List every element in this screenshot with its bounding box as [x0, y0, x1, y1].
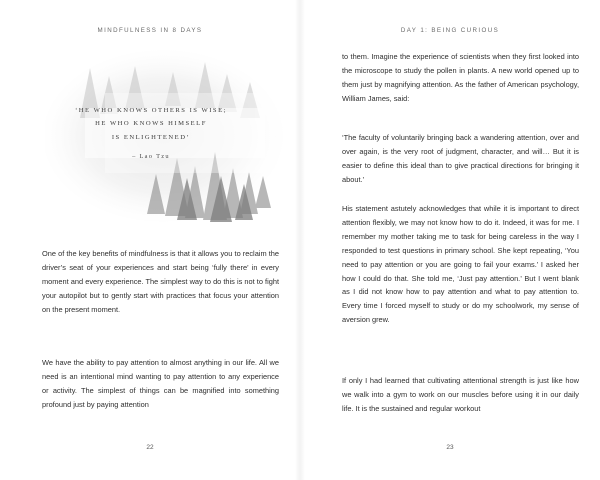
body-paragraph	[42, 247, 279, 317]
epigraph-line: IS ENLIGHTENED’	[111, 133, 191, 141]
epigraph-line: ‘HE WHO KNOWS OTHERS IS WISE;	[75, 107, 227, 114]
paragraph-text: ‘The faculty of voluntarily bringing back a wandering attention, over and over again, is the very root of judgment, character, and will… But it is easier to define this ideal than to give practical directions for bringing it about.’	[342, 133, 579, 184]
paragraph-text: His statement astutely acknowledges that while it is important to direct attention flexibly, we may not know how to do it. Indeed, it was for me. I remember my mother taking me to task for being careless in the way I responded to test questions in primary school. She kept repeating, ‘You need to pay attention or you are going to fail your exams.’ I asked her how I could do that. She told me, ‘Just pay attention.’ But I went blank as I did not know how to pay attention and what to pay attention to. Every time I forced myself to study or do my schoolwork, my sense of aversion grew.	[342, 204, 579, 325]
running-head-right: DAY 1: BEING CURIOUS	[400, 27, 500, 34]
page-number-right: 23	[446, 444, 454, 451]
running-head-left: MINDFULNESS IN 8 DAYS	[97, 27, 203, 34]
paragraph-text: to them. Imagine the experience of scientists when they first looked into the microscope to study the pollen in plants. A new world opened up to them just by magnifying attention. As the father of American psychology, William James, said:	[342, 52, 579, 103]
page-number-left: 22	[146, 444, 154, 451]
body-paragraph	[342, 50, 579, 106]
epigraph-attribution: – Lao Tzu	[132, 153, 170, 160]
epigraph-quote	[46, 104, 256, 144]
epigraph-line: HE WHO KNOWS HIMSELF	[95, 120, 207, 128]
body-paragraph	[42, 356, 279, 412]
body-paragraph	[342, 374, 579, 416]
body-paragraph	[342, 131, 579, 187]
paragraph-text: We have the ability to pay attention to almost anything in our life. All we need is an intentional mind wanting to pay attention to any experience or activity. The simplest of things can be magnified into something profound just by paying attention	[42, 358, 279, 409]
paragraph-text: If only I had learned that cultivating attentional strength is just like how we walk into a gym to work on our muscles before using it in our daily life. It is the sustained and regular workout	[342, 376, 579, 413]
paragraph-text: One of the key benefits of mindfulness is that it allows you to reclaim the driver’s seat of your experiences and start being ‘fully there’ in every moment and every experience. The simplest way to do this is not to fight your autopilot but to gently start with practices that focus your attention on the present moment.	[42, 249, 279, 314]
body-paragraph	[342, 202, 579, 327]
